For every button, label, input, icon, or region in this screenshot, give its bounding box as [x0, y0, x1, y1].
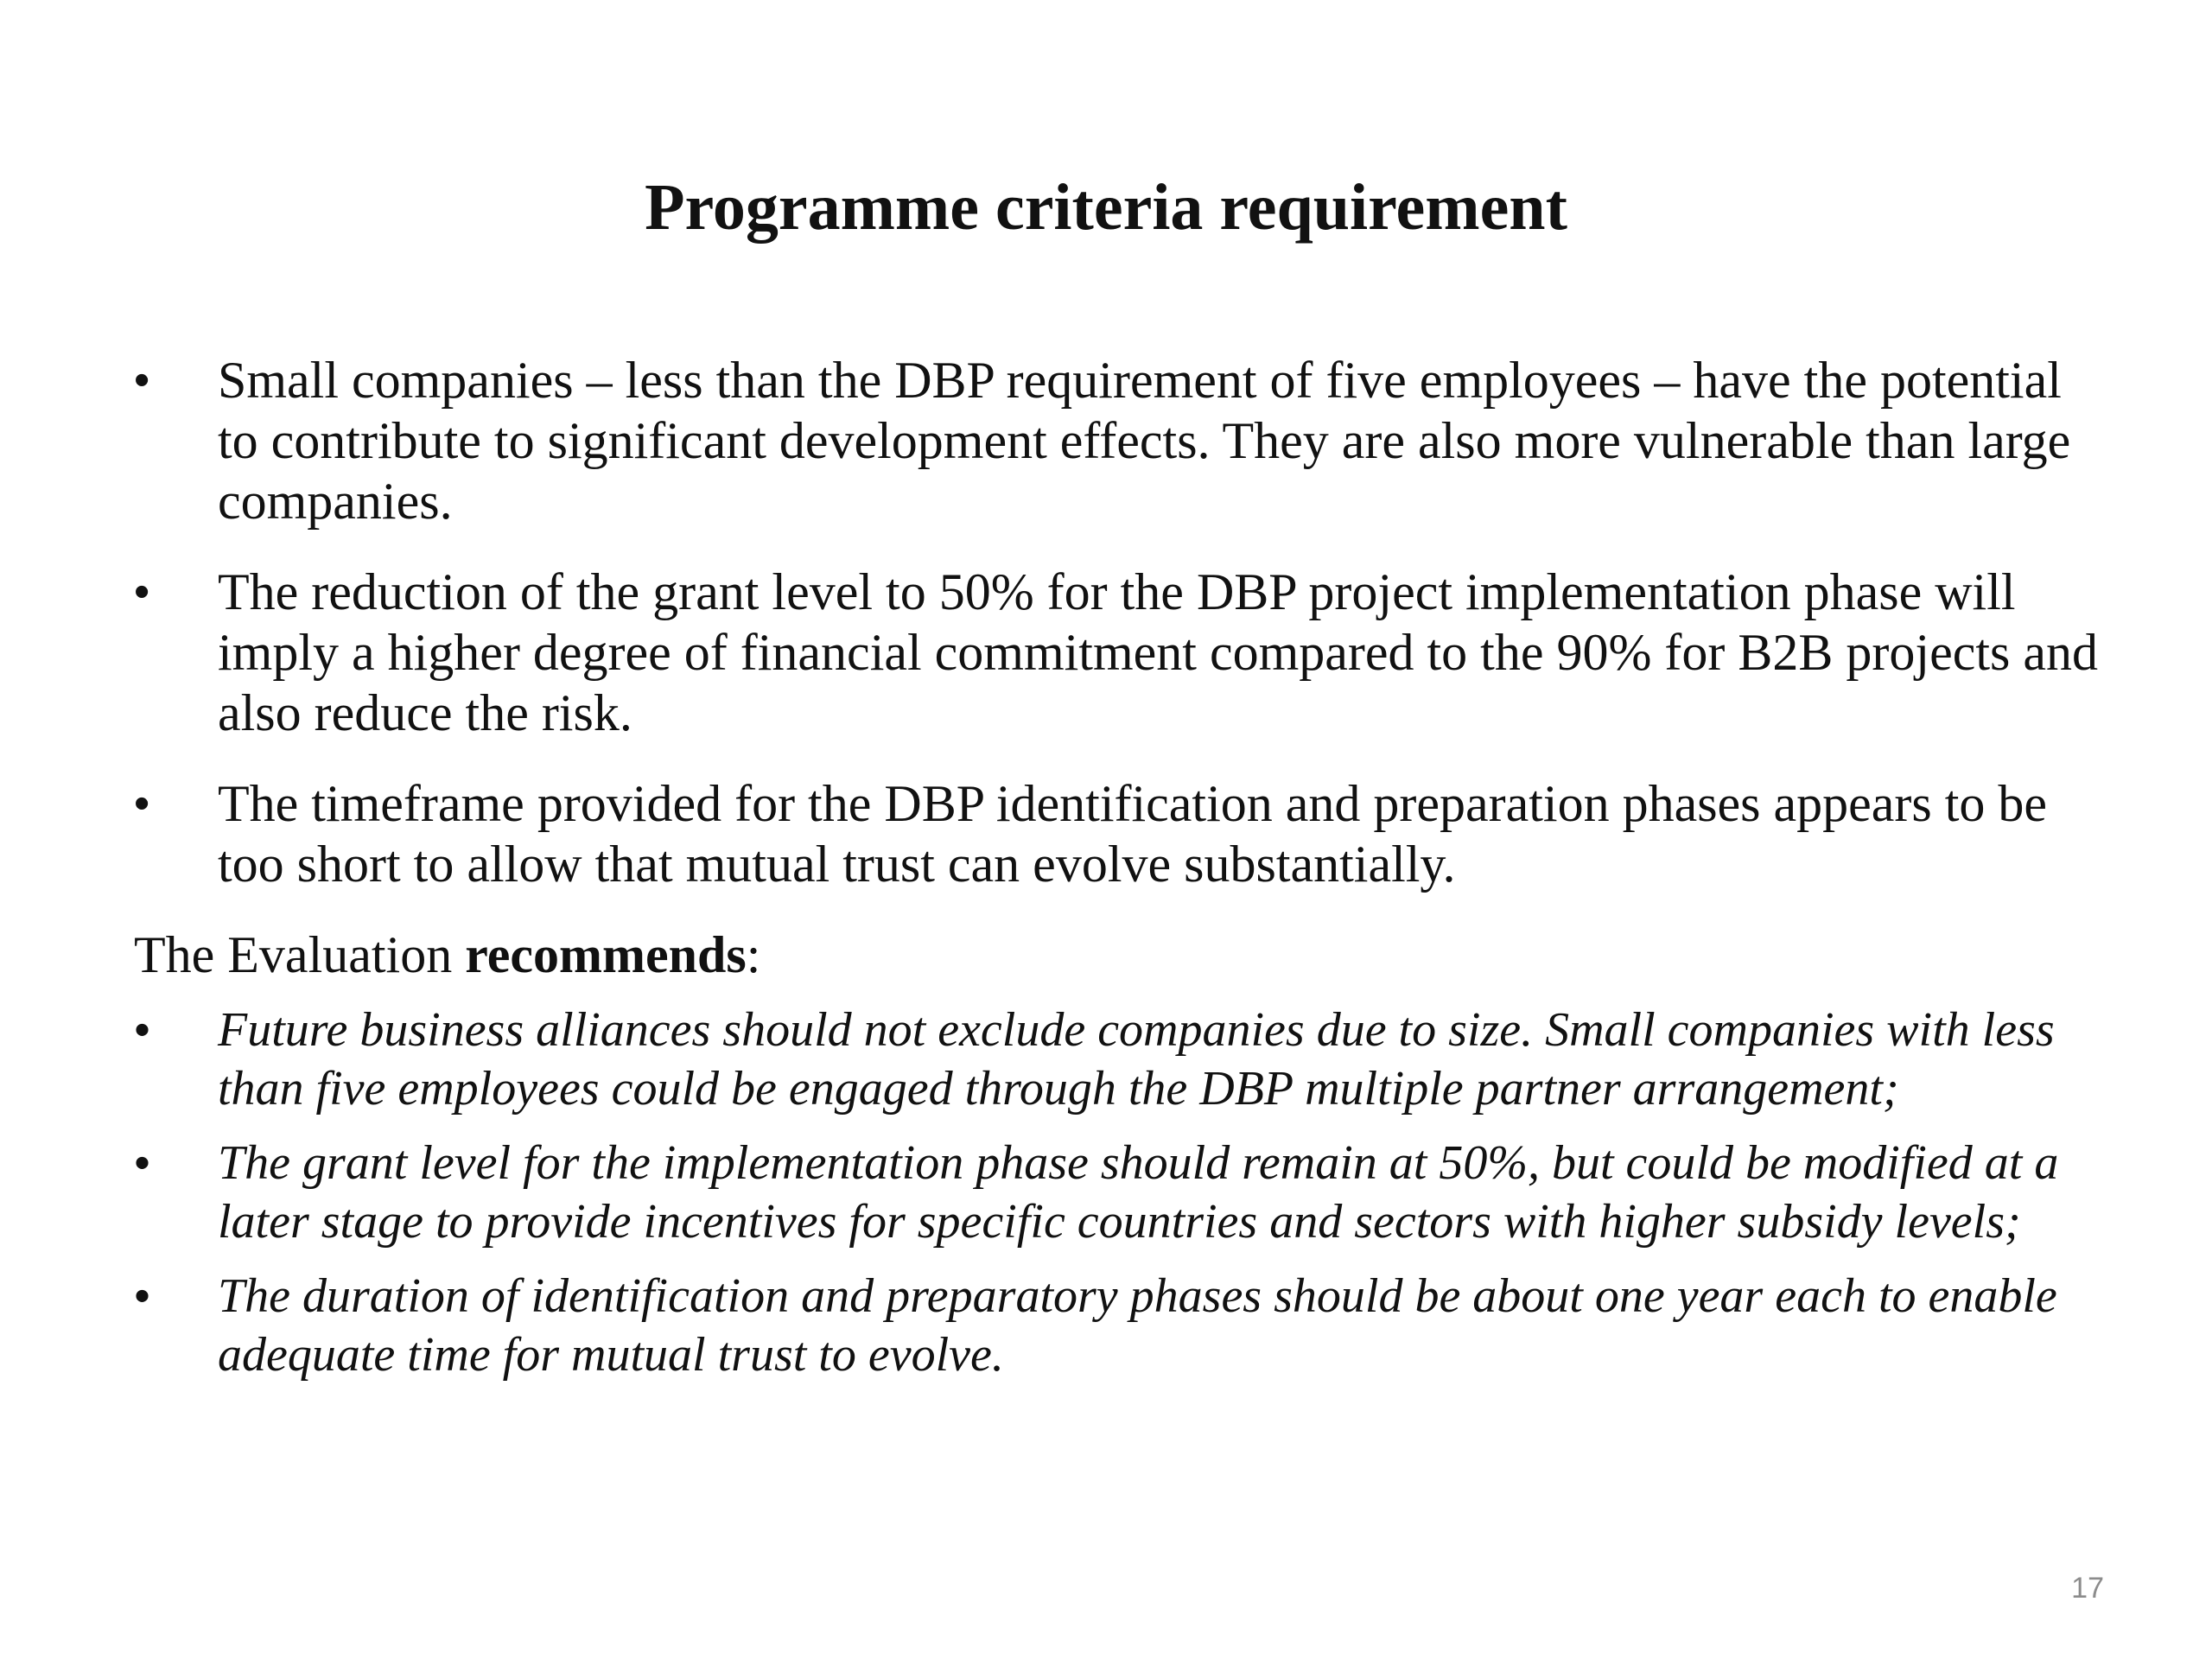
bullet-icon: •	[134, 567, 150, 617]
finding-text: The timeframe provided for the DBP identification and preparation phases appears to be too short to allow that mutual trust can evolve substantially.	[218, 775, 2048, 893]
finding-item	[134, 562, 2113, 743]
recommendation-text: The duration of identification and preparatory phases should be about one year each to enable adequate time for mutual trust to evolve.	[218, 1269, 2057, 1382]
findings-list	[134, 350, 2113, 894]
recommendation-heading-bold: recommends	[465, 926, 747, 983]
recommendation-item	[134, 1134, 2113, 1251]
bullet-icon: •	[134, 779, 150, 829]
slide-title: Programme criteria requirement	[645, 171, 1567, 244]
recommendation-item	[134, 1001, 2113, 1118]
recommendation-heading-suffix: :	[746, 926, 761, 983]
slide-content	[134, 350, 2113, 1400]
finding-item	[134, 350, 2113, 531]
recommendation-item	[134, 1267, 2113, 1384]
bullet-icon: •	[134, 1138, 150, 1188]
recommendation-text: Future business alliances should not exclude companies due to size. Small companies with less than five employees could be engaged through the DBP multiple partner arrangement;	[218, 1003, 2055, 1116]
recommendations-list	[134, 1001, 2113, 1384]
finding-text: Small companies – less than the DBP requirement of five employees – have the potential to contribute to significant development effects. They are also more vulnerable than large companies.	[218, 352, 2071, 530]
page-number: 17	[2071, 1572, 2104, 1605]
finding-text: The reduction of the grant level to 50% for the DBP project implementation phase will imply a higher degree of financial commitment compared to the 90% for B2B projects and also reduce the risk.	[218, 563, 2098, 741]
bullet-icon: •	[134, 1005, 150, 1055]
bullet-icon: •	[134, 1271, 150, 1321]
recommendation-text: The grant level for the implementation phase should remain at 50%, but could be modified at a later stage to provide incentives for specific countries and sectors with higher subsidy levels;	[218, 1136, 2059, 1249]
recommendation-heading	[134, 925, 2113, 985]
finding-item	[134, 773, 2113, 894]
bullet-icon: •	[134, 355, 150, 405]
recommendation-heading-prefix: The Evaluation	[134, 926, 466, 983]
